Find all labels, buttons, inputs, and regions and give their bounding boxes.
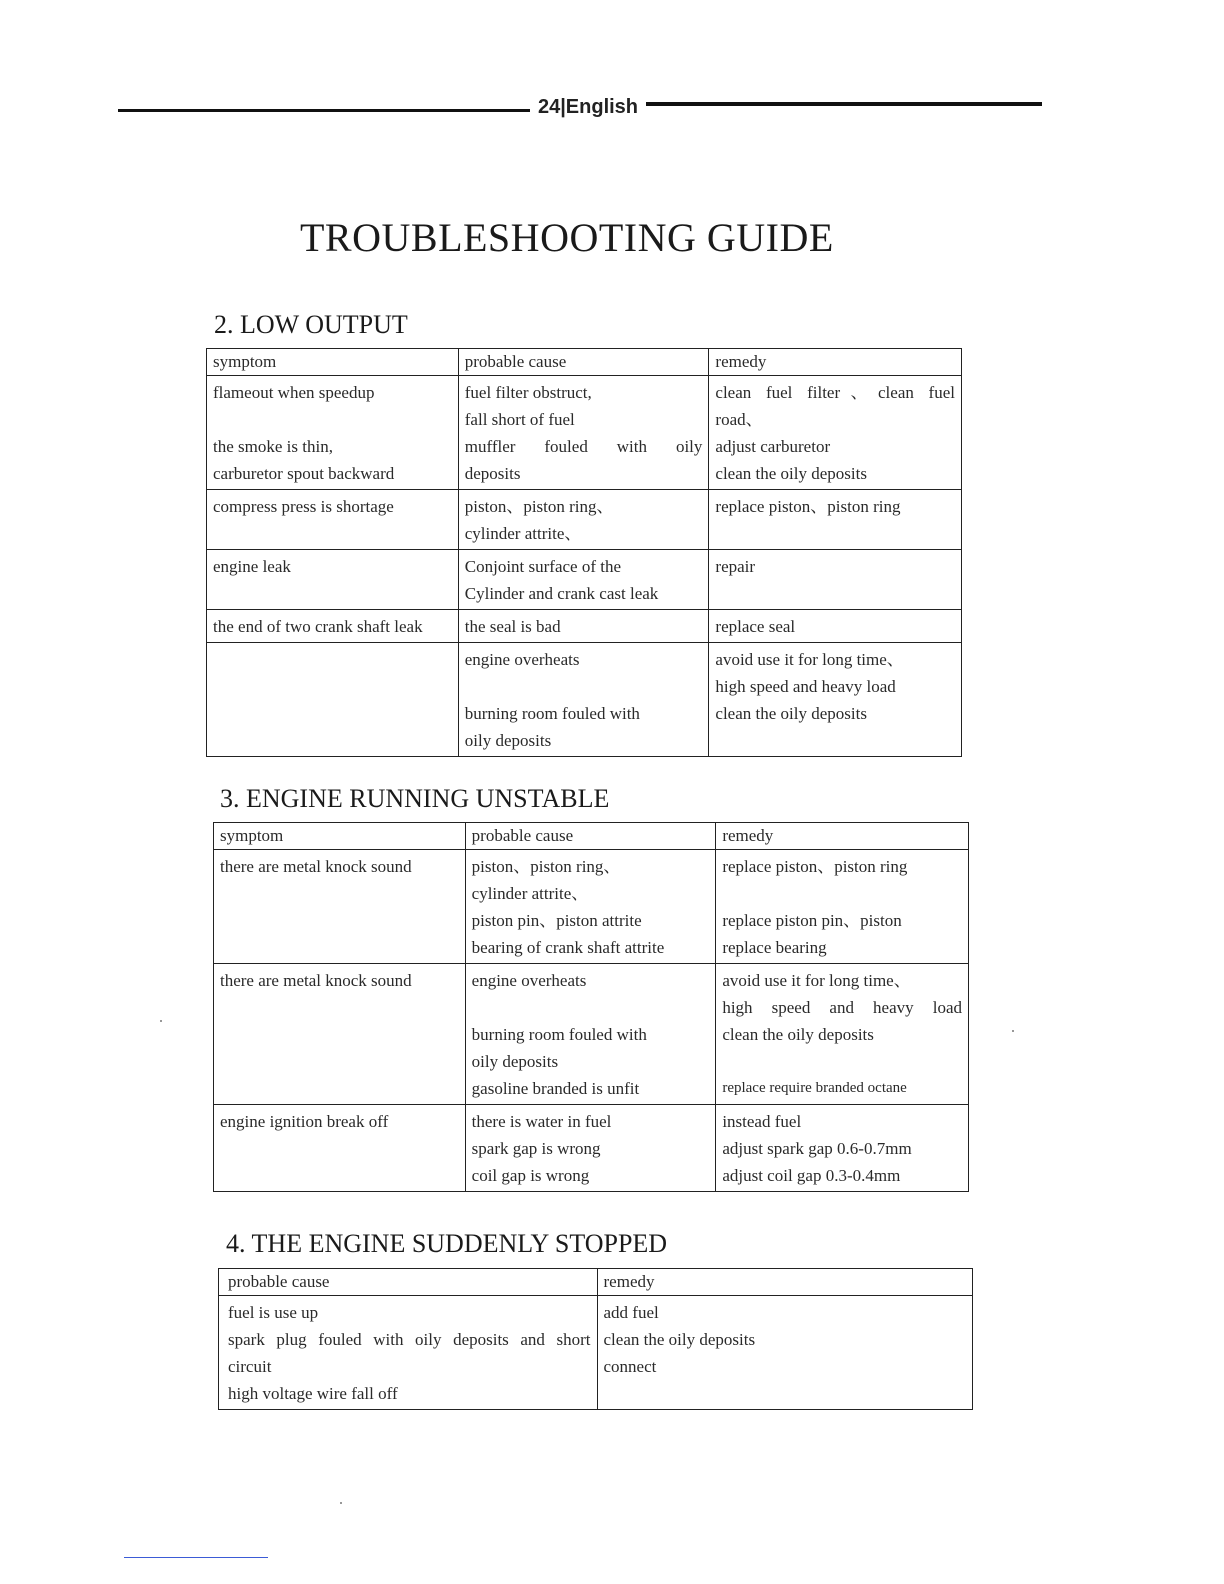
symptom-cell xyxy=(207,376,459,490)
symptom-cell xyxy=(214,850,466,964)
cell-line: replace bearing xyxy=(722,938,827,957)
cell-line: replace seal xyxy=(715,617,796,636)
table-row xyxy=(207,550,962,610)
cell-line: Conjoint surface of the xyxy=(464,557,622,576)
cell-line: piston、piston ring、 xyxy=(471,857,621,876)
section-heading-low-output: 2. LOW OUTPUT xyxy=(214,310,408,339)
symptom-cell xyxy=(207,610,459,643)
table-row xyxy=(219,1296,973,1410)
remedy-cell xyxy=(709,643,962,757)
cell-line: adjust spark gap 0.6-0.7mm xyxy=(722,1139,912,1158)
cell-line: the seal is bad xyxy=(464,617,561,636)
cell-line: there are metal knock sound xyxy=(220,857,412,876)
cell-line: Cylinder and crank cast leak xyxy=(464,584,659,603)
cell-line: replace require branded octane xyxy=(722,1080,907,1096)
remedy-cell xyxy=(709,550,962,610)
table-row xyxy=(214,1105,969,1192)
cell-spacer xyxy=(472,994,710,1021)
column-header-cause: probable cause xyxy=(458,349,709,376)
table-row xyxy=(214,850,969,964)
footer-rule xyxy=(124,1557,268,1558)
column-header-symptom: symptom xyxy=(214,823,466,850)
cell-line: high speed and heavy load xyxy=(722,998,962,1017)
page-number-label: 24|English xyxy=(537,96,639,118)
cell-line: cylinder attrite、 xyxy=(464,524,582,543)
cell-line: replace piston pin、piston xyxy=(722,911,902,930)
cell-line: adjust carburetor xyxy=(715,437,831,456)
cell-line: compress press is shortage xyxy=(213,497,394,516)
cell-line: oily deposits xyxy=(464,731,552,750)
symptom-cell xyxy=(207,643,459,757)
cell-line: repair xyxy=(715,557,756,576)
cell-spacer xyxy=(213,406,452,433)
column-header-remedy: remedy xyxy=(597,1269,972,1296)
table-row xyxy=(207,610,962,643)
cause-cell xyxy=(458,376,709,490)
cell-line: clean the oily deposits xyxy=(722,1025,874,1044)
cell-line: clean the oily deposits xyxy=(603,1330,756,1349)
section-heading-engine-unstable: 3. ENGINE RUNNING UNSTABLE xyxy=(220,784,610,813)
cell-line: spark plug fouled with oily deposits and short xyxy=(228,1330,591,1349)
cell-line: adjust coil gap 0.3-0.4mm xyxy=(722,1166,901,1185)
cause-cell xyxy=(458,490,709,550)
table-row xyxy=(207,490,962,550)
cell-line: avoid use it for long time、 xyxy=(722,971,911,990)
cell-line: flameout when speedup xyxy=(213,383,375,402)
cell-line: replace piston、piston ring xyxy=(722,857,908,876)
scan-speck xyxy=(340,1502,342,1504)
table-row xyxy=(207,643,962,757)
cell-line: burning room fouled with xyxy=(471,1025,647,1044)
remedy-cell xyxy=(709,490,962,550)
cell-line: piston、piston ring、 xyxy=(464,497,614,516)
cell-line: avoid use it for long time、 xyxy=(715,650,904,669)
cell-line: carburetor spout backward xyxy=(213,464,395,483)
table-row xyxy=(214,964,969,1105)
cause-cell xyxy=(458,643,709,757)
cell-line: oily deposits xyxy=(471,1052,559,1071)
cell-line: cylinder attrite、 xyxy=(471,884,589,903)
cell-line: engine leak xyxy=(213,557,291,576)
cell-line: muffler fouled with oily xyxy=(464,437,703,456)
cause-cell xyxy=(458,610,709,643)
cell-line: engine ignition break off xyxy=(220,1112,389,1131)
symptom-cell xyxy=(214,964,466,1105)
remedy-cell xyxy=(716,850,969,964)
symptom-cell xyxy=(214,1105,466,1192)
cell-line: clean fuel filter、clean fuel xyxy=(715,383,955,402)
cell-line: fuel is use up xyxy=(228,1303,319,1322)
cause-cell xyxy=(465,964,716,1105)
cell-line: bearing of crank shaft attrite xyxy=(471,938,665,957)
symptom-cell xyxy=(207,490,459,550)
cell-line: there are metal knock sound xyxy=(220,971,412,990)
cell-line: connect xyxy=(603,1357,657,1376)
cause-cell xyxy=(465,850,716,964)
table-header-row xyxy=(219,1269,973,1296)
scan-speck xyxy=(1012,1030,1014,1032)
cell-line: spark gap is wrong xyxy=(471,1139,601,1158)
cell-line: engine overheats xyxy=(471,971,587,990)
suddenly-stopped-table xyxy=(218,1268,973,1410)
column-header-cause: probable cause xyxy=(465,823,716,850)
cause-cell xyxy=(219,1296,598,1410)
cell-line: fuel filter obstruct, xyxy=(464,383,592,402)
cell-line: gasoline branded is unfit xyxy=(471,1079,640,1098)
scan-speck xyxy=(160,1020,162,1022)
column-header-remedy: remedy xyxy=(716,823,969,850)
header-rule-left xyxy=(118,109,530,112)
cell-line: the smoke is thin, xyxy=(213,437,333,456)
remedy-cell xyxy=(716,1105,969,1192)
cause-cell xyxy=(465,1105,716,1192)
cell-line: replace piston、piston ring xyxy=(715,497,901,516)
cell-line: there is water in fuel xyxy=(471,1112,612,1131)
cell-line: instead fuel xyxy=(722,1112,802,1131)
column-header-remedy: remedy xyxy=(709,349,962,376)
cell-line: deposits xyxy=(464,464,521,483)
section-heading-suddenly-stopped: 4. THE ENGINE SUDDENLY STOPPED xyxy=(226,1229,668,1258)
cell-line: fall short of fuel xyxy=(464,410,575,429)
low-output-table xyxy=(206,348,962,757)
cell-line: the end of two crank shaft leak xyxy=(213,617,423,636)
table-row xyxy=(207,376,962,490)
engine-unstable-table xyxy=(213,822,969,1192)
cell-line: clean the oily deposits xyxy=(715,704,867,723)
cell-spacer xyxy=(465,673,703,700)
cell-spacer xyxy=(722,880,962,907)
cell-line: add fuel xyxy=(603,1303,659,1322)
cell-spacer xyxy=(722,1048,962,1075)
cell-line: burning room fouled with xyxy=(464,704,640,723)
page-title: TROUBLESHOOTING GUIDE xyxy=(300,215,834,260)
remedy-cell xyxy=(709,610,962,643)
remedy-cell xyxy=(709,376,962,490)
cell-line: coil gap is wrong xyxy=(471,1166,590,1185)
cell-line: piston pin、piston attrite xyxy=(471,911,642,930)
symptom-cell xyxy=(207,550,459,610)
column-header-symptom: symptom xyxy=(207,349,459,376)
cell-line: clean the oily deposits xyxy=(715,464,867,483)
header-rule-right xyxy=(646,102,1042,106)
cause-cell xyxy=(458,550,709,610)
cell-line: circuit xyxy=(228,1357,272,1376)
remedy-cell xyxy=(716,964,969,1105)
table-header-row xyxy=(207,349,962,376)
cell-line: road、 xyxy=(715,410,763,429)
table-header-row xyxy=(214,823,969,850)
cell-line: high voltage wire fall off xyxy=(228,1384,398,1403)
cell-line: high speed and heavy load xyxy=(715,677,896,696)
cell-line: engine overheats xyxy=(464,650,580,669)
column-header-cause: probable cause xyxy=(219,1269,598,1296)
remedy-cell xyxy=(597,1296,972,1410)
